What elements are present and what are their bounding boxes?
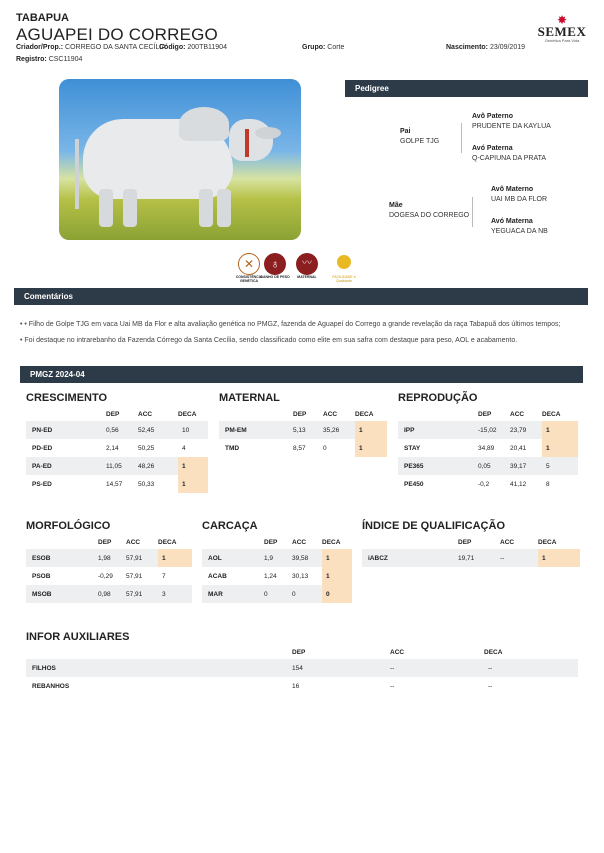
col-header-trait <box>26 535 98 549</box>
dep-value: 2,14 <box>106 444 119 452</box>
trait-label: PS-ED <box>32 480 52 488</box>
trait-label: PD-ED <box>32 444 53 452</box>
morfologico-title: MORFOLÓGICO <box>26 520 111 532</box>
table-row <box>398 439 578 457</box>
col-header-trait <box>26 407 106 421</box>
dep-value: 0,56 <box>106 421 138 439</box>
deca-value: 1 <box>355 439 387 457</box>
table-row <box>26 585 192 603</box>
table-row <box>26 439 208 457</box>
deca-value: 5 <box>542 457 578 475</box>
dep-value: 0,98 <box>98 585 126 603</box>
registry-info: Registro: CSC11904 <box>16 56 83 63</box>
col-header-acc: ACC <box>510 410 525 418</box>
table-row <box>26 421 208 439</box>
carcaca-title: CARCAÇA <box>202 520 258 532</box>
evaluation-header: PMGZ 2024-04 <box>20 366 583 383</box>
dep-value: -0,2 <box>478 480 490 488</box>
paternal-grandsire: Avô Paterno PRUDENTE DA KAYLUA <box>472 113 551 130</box>
trait-label: TMD <box>225 444 240 452</box>
dep-value: 5,13 <box>293 421 323 439</box>
trait-label: PA-ED <box>26 457 106 475</box>
trait-label: IPP <box>398 421 478 439</box>
table-row <box>398 475 578 493</box>
col-header-acc: ACC <box>500 538 515 546</box>
acc-value: 20,41 <box>510 444 527 452</box>
seal-genetic-consistency: ✕ CONSISTÊNCIA GENÉTICA <box>232 253 266 283</box>
table-row <box>219 421 387 439</box>
acc-value: 57,91 <box>126 549 158 567</box>
table-row <box>26 677 578 695</box>
deca-value: 1 <box>322 549 352 567</box>
seal-maternal: 〰 MATERNAL <box>290 253 324 279</box>
pedigree-divider <box>472 197 473 227</box>
col-header-dep: DEP <box>458 538 472 546</box>
col-header-acc: ACC <box>390 648 405 656</box>
birth-info: Nascimento: 23/09/2019 <box>446 44 526 51</box>
pedigree-divider <box>461 123 462 153</box>
col-header-dep: DEP <box>98 538 112 546</box>
trait-label: MSOB <box>26 585 98 603</box>
acc-value: 52,45 <box>138 421 178 439</box>
deca-value: 1 <box>538 549 580 567</box>
table-row <box>202 585 352 603</box>
table-row <box>202 549 352 567</box>
dep-value: 1,9 <box>264 549 292 567</box>
trait-label: PSOB <box>32 572 51 580</box>
trait-label: AOL <box>202 549 264 567</box>
table-header-row <box>398 407 578 421</box>
acc-value: 30,13 <box>292 572 309 580</box>
trait-label: ESOB <box>26 549 98 567</box>
trait-label: STAY <box>404 444 421 452</box>
table-header-row <box>202 535 352 549</box>
deca-value: 1 <box>542 439 578 457</box>
maternal-title: MATERNAL <box>219 392 280 404</box>
table-header-row <box>26 645 578 659</box>
maternal-table <box>219 407 387 457</box>
reproducao-table <box>398 407 578 493</box>
deca-value: 4 <box>182 444 186 452</box>
deca-value: 1 <box>178 457 208 475</box>
maternal-granddam: Avó Materna YEGUACA DA NB <box>491 218 548 235</box>
col-header-acc: ACC <box>138 410 153 418</box>
trait-label: PN-ED <box>26 421 106 439</box>
trait-label: REBANHOS <box>32 682 70 690</box>
col-header-trait <box>202 535 264 549</box>
col-header-deca: DECA <box>542 410 561 418</box>
deca-value: -- <box>488 682 493 690</box>
dep-value: 14,57 <box>106 480 123 488</box>
table-row <box>26 567 192 585</box>
seal-weight-gain: ♁ GANHO DE PESO <box>258 253 292 279</box>
acc-value: 0 <box>323 444 327 452</box>
table-header-row <box>26 535 192 549</box>
col-header-acc: ACC <box>292 538 307 546</box>
table-row <box>219 439 387 457</box>
trait-label: PM-EM <box>219 421 293 439</box>
deca-value: -- <box>484 659 578 677</box>
dep-value: 154 <box>292 659 390 677</box>
acc-value: 57,91 <box>126 585 158 603</box>
deca-value: 1 <box>355 421 387 439</box>
acc-value: 50,25 <box>138 444 155 452</box>
deca-value: 3 <box>158 585 192 603</box>
deca-value: 1 <box>158 549 192 567</box>
comment-line-2: • Foi destaque no intrarebanho da Fazenda Córrego da Santa Cecília, sendo classificado como elite em sua safra com destaque para peso, AOL e acabamento. <box>20 337 518 344</box>
deca-value: 10 <box>178 421 208 439</box>
acc-value: 23,79 <box>510 421 542 439</box>
col-header-trait <box>398 407 478 421</box>
dep-value: 11,05 <box>106 457 138 475</box>
cow-icon: 〰 <box>296 253 318 275</box>
acc-value: 57,91 <box>126 572 143 580</box>
qualificacao-title: ÍNDICE DE QUALIFICAÇÃO <box>362 520 505 532</box>
acc-value: -- <box>390 659 484 677</box>
col-header-deca: DECA <box>322 538 341 546</box>
table-header-row <box>219 407 387 421</box>
crescimento-title: CRESCIMENTO <box>26 392 108 404</box>
code-info: Código: 200TB11904 <box>159 44 227 51</box>
auxiliares-table <box>26 645 578 695</box>
col-header-trait <box>26 645 292 659</box>
dep-value: -15,02 <box>478 421 510 439</box>
col-header-deca: DECA <box>158 538 177 546</box>
dep-value: 8,57 <box>293 444 306 452</box>
animal-photo <box>59 79 301 240</box>
col-header-deca: DECA <box>484 648 503 656</box>
col-header-acc: ACC <box>323 410 338 418</box>
deca-value: 7 <box>162 572 166 580</box>
dep-value: -0,29 <box>98 572 113 580</box>
maternal-grandsire: Avô Materno UAI MB DA FLOR <box>491 186 548 203</box>
breed-name: TABAPUA <box>16 12 69 24</box>
qualificacao-table <box>362 535 580 567</box>
deca-value: 1 <box>178 475 208 493</box>
table-row <box>398 421 578 439</box>
deca-value: 8 <box>546 480 550 488</box>
seal-quality: FACILIDADE e Qualidade <box>327 253 361 283</box>
table-row <box>26 549 192 567</box>
trait-label: iABCZ <box>362 549 458 567</box>
col-header-dep: DEP <box>478 410 492 418</box>
acc-value: -- <box>500 549 538 567</box>
acc-value: 39,17 <box>510 457 542 475</box>
table-row <box>362 549 580 567</box>
trait-label: MAR <box>202 585 264 603</box>
dep-value: 0 <box>264 585 292 603</box>
col-header-deca: DECA <box>355 410 374 418</box>
table-row <box>202 567 352 585</box>
dna-icon: ✕ <box>238 253 260 275</box>
dep-value: 16 <box>292 682 300 690</box>
acc-value: -- <box>390 682 395 690</box>
paternal-granddam: Avó Paterna Q-CAPIUNA DA PRATA <box>472 145 547 162</box>
table-row <box>26 457 208 475</box>
trait-label: PE450 <box>404 480 424 488</box>
col-header-dep: DEP <box>292 648 306 656</box>
col-header-dep: DEP <box>264 538 278 546</box>
comments-header: Comentários <box>14 288 588 305</box>
table-row <box>26 475 208 493</box>
dep-value: 1,24 <box>264 572 277 580</box>
dep-value: 19,71 <box>458 549 500 567</box>
maple-leaf-icon: ✸ <box>556 13 568 27</box>
table-row <box>398 457 578 475</box>
deca-value: 0 <box>322 585 352 603</box>
deca-value: 1 <box>542 421 578 439</box>
table-row <box>26 659 578 677</box>
dam: Mãe DOGESA DO CORREGO <box>389 202 470 219</box>
auxiliares-title: INFOR AUXILIARES <box>26 631 130 643</box>
acc-value: 39,58 <box>292 549 322 567</box>
trait-label: FILHOS <box>26 659 292 677</box>
col-header-dep: DEP <box>293 410 307 418</box>
col-header-deca: DECA <box>538 538 557 546</box>
breeder-info: Criador/Prop.: CORREGO DA SANTA CECÍLIA <box>16 44 167 51</box>
col-header-acc: ACC <box>126 538 141 546</box>
table-header-row <box>26 407 208 421</box>
col-header-trait <box>362 535 458 549</box>
dep-value: 1,98 <box>98 549 126 567</box>
dep-value: 0,05 <box>478 457 510 475</box>
col-header-dep: DEP <box>106 410 120 418</box>
acc-value: 0 <box>292 585 322 603</box>
reproducao-title: REPRODUÇÃO <box>398 392 478 404</box>
semex-logo: ✸ SEMEX Genética Para Vida <box>534 14 590 43</box>
col-header-deca: DECA <box>178 410 197 418</box>
dep-value: 34,89 <box>478 444 495 452</box>
acc-value: 48,26 <box>138 457 178 475</box>
animal-name: AGUAPEI DO CORREGO <box>16 25 218 44</box>
sire: Pai GOLPE TJG <box>400 128 440 145</box>
group-info: Grupo: Corte <box>302 44 345 51</box>
medal-icon <box>337 255 351 269</box>
weight-icon: ♁ <box>264 253 286 275</box>
crescimento-table <box>26 407 208 493</box>
carcaca-table <box>202 535 352 603</box>
acc-value: 50,33 <box>138 480 155 488</box>
acc-value: 35,26 <box>323 421 355 439</box>
trait-label: ACAB <box>208 572 227 580</box>
deca-value: 1 <box>322 567 352 585</box>
col-header-trait <box>219 407 293 421</box>
comment-line-1: • • Filho de Golpe TJG em vaca Uai MB da Flor e alta avaliação genética no PMGZ, fazenda de Aguapeí do Corrego a grande revelação da raça Tabapuã dos últimos tempos; <box>20 321 561 328</box>
pedigree-header: Pedigree <box>345 80 588 97</box>
table-header-row <box>362 535 580 549</box>
acc-value: 41,12 <box>510 480 527 488</box>
morfologico-table <box>26 535 192 603</box>
trait-label: PE365 <box>398 457 478 475</box>
